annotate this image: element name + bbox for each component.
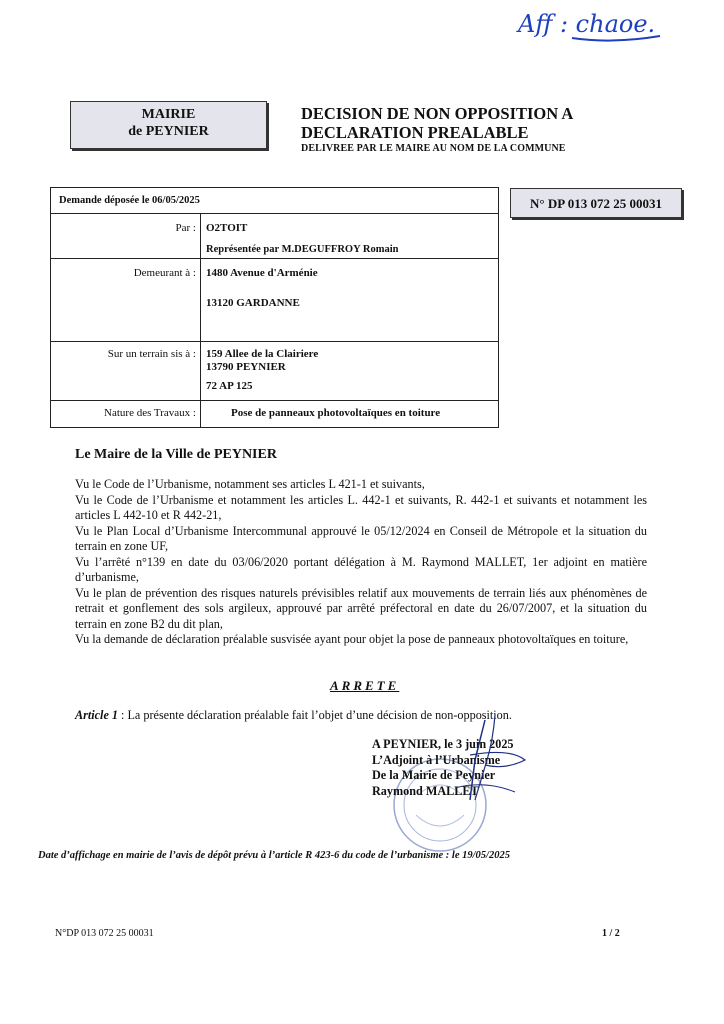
page-number: 1 / 2	[602, 928, 620, 939]
consideration-item: Vu le Code de l’Urbanisme, notamment ses articles L 421-1 et suivants,	[75, 477, 425, 491]
signature-role: L’Adjoint à l’Urbanisme	[372, 752, 501, 767]
terrain-label: Sur un terrain sis à :	[107, 348, 196, 360]
handwritten-signature	[415, 700, 555, 830]
footer-reference: N°DP 013 072 25 00031	[55, 928, 154, 939]
consideration-item: Vu le Plan Local d’Urbanisme Intercommunal approuvé le 05/12/2024 en Conseil de Métropole et la situation du terrain en zone UF,	[75, 523, 647, 553]
consideration-item: Vu la demande de déclaration préalable susvisée ayant pour objet la pose de panneaux photovoltaïques en toiture,	[75, 632, 629, 646]
signature-mairie: De la Mairie de Peynier	[372, 768, 496, 782]
title-line1: DECISION DE NON OPPOSITION A	[301, 104, 574, 123]
signature-place-date: A PEYNIER, le 3 juin 2025	[372, 737, 514, 751]
document-title	[301, 104, 661, 142]
arrete-heading: ARRETE	[330, 678, 400, 693]
article-text: : La présente déclaration préalable fait l’objet d’une décision de non-opposition.	[118, 708, 512, 722]
nature-value: Pose de panneaux photovoltaïques en toiture	[231, 407, 441, 419]
handwritten-text: Aff : chaoe.	[518, 10, 656, 38]
terrain-line2: 13790 PEYNIER	[206, 361, 286, 373]
mairie-line1: MAIRIE	[141, 107, 196, 122]
demeurant-line1: 1480 Avenue d'Arménie	[206, 267, 318, 279]
nature-label: Nature des Travaux :	[104, 407, 196, 419]
article-lead: Article 1	[75, 708, 118, 722]
consideration-item: Vu le Code de l’Urbanisme et notamment les articles L. 442-1 et suivants, R. 442-1 et suivants et notamment les articles L 442-10 et R 442-21,	[75, 492, 647, 522]
consideration-item: Vu le plan de prévention des risques naturels prévisibles relatif aux mouvements de terrain liés aux phénomènes de retrait et gonflement des sols argileux, approuvé par arrêté préfectoral en date du 26/07/2007, et la situation du terrain en zone B2 du dit plan,	[75, 585, 647, 631]
title-line2: DECLARATION PREALABLE	[301, 123, 529, 142]
terrain-line1: 159 Allee de la Clairiere	[206, 348, 319, 360]
row-par	[51, 214, 498, 259]
handwritten-annotation	[512, 2, 662, 46]
mairie-box	[70, 101, 267, 149]
mayor-heading: Le Maire de la Ville de PEYNIER	[75, 447, 277, 462]
terrain-line3: 72 AP 125	[206, 380, 253, 392]
dossier-number: N° DP 013 072 25 00031	[530, 196, 662, 211]
representee: Représentée par M.DEGUFFROY Romain	[206, 244, 399, 255]
par-value: O2TOIT	[206, 222, 248, 234]
demande-date: Demande déposée le 06/05/2025	[59, 195, 200, 206]
consideration-item: Vu l’arrêté n°139 en date du 03/06/2020 portant délégation à M. Raymond MALLET, 1er adjoint en matière d’urbanisme,	[75, 554, 647, 584]
row-demeurant	[51, 259, 498, 342]
mairie-line2: de PEYNIER	[128, 124, 209, 139]
dossier-number-box	[510, 188, 682, 218]
row-nature	[51, 401, 498, 427]
document-subtitle: DELIVREE PAR LE MAIRE AU NOM DE LA COMMUNE	[301, 143, 566, 154]
par-label: Par :	[175, 222, 196, 234]
row-terrain	[51, 342, 498, 401]
signature-name: Raymond MALLET	[372, 783, 479, 798]
demeurant-line2: 13120 GARDANNE	[206, 297, 300, 309]
demeurant-label: Demeurant à :	[133, 267, 196, 279]
considerations	[75, 477, 647, 648]
row-demande	[51, 188, 498, 214]
info-table	[50, 187, 499, 428]
affichage-date: Date d’affichage en mairie de l’avis de dépôt prévu à l’article R 423-6 du code de l’urbanisme : le 19/05/2025	[38, 850, 510, 861]
